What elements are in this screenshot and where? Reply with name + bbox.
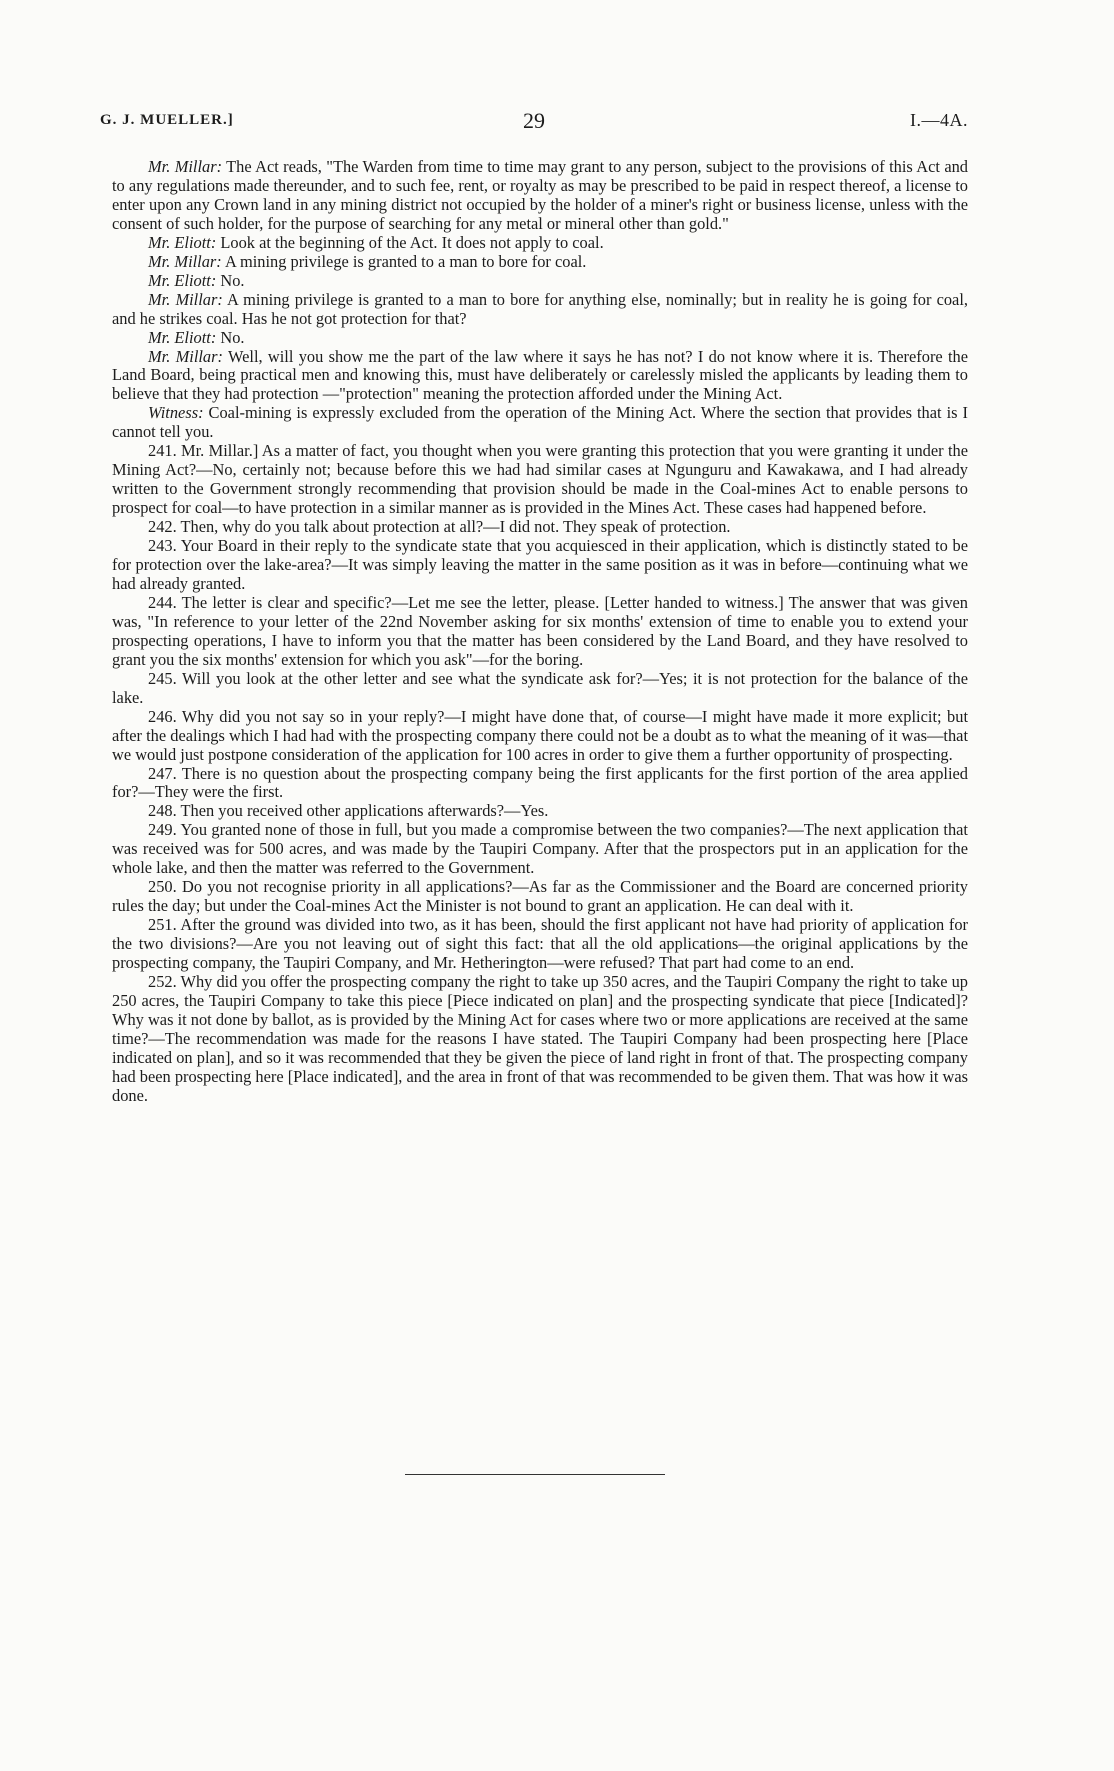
closing-rule (405, 1474, 665, 1475)
speaker-label: Mr. Millar: (148, 289, 223, 309)
paragraph (112, 158, 968, 234)
paragraph-text: 242. Then, why do you talk about protection at all?—I did not. They speak of protection. (148, 517, 731, 537)
paragraph (112, 291, 968, 329)
paragraph-text: No. (216, 270, 245, 290)
speaker-label: Mr. Eliott: (148, 327, 217, 347)
paragraph-text: Coal-mining is expressly excluded from the operation of the Mining Act. Where the section that provides that is I cannot tell you. (112, 403, 968, 442)
speaker-label: Mr. Eliott: (148, 270, 217, 290)
paragraph-text: No. (216, 327, 245, 347)
paragraph-text: 244. The letter is clear and specific?—Let me see the letter, please. [Letter handed to witness.] The answer that was given was, "In reference to your letter of the 22nd November asking for six months' extension of time to enable you to extend your prospecting operations, I have to inform you that the matter has been considered by the Land Board, and they have resolved to grant you the six months' extension for which you ask"—for the boring. (112, 592, 968, 669)
paragraph (112, 973, 968, 1106)
paragraph-text: 250. Do you not recognise priority in all applications?—As far as the Commissioner and the Board are concerned priority rules the day; but under the Coal-mines Act the Minister is not bound to grant an application. He can deal with it. (112, 877, 968, 916)
paragraph-text: 243. Your Board in their reply to the syndicate state that you acquiesced in their application, which is distinctly stated to be for protection over the lake-area?—It was simply leaving the matter in the same position as it was in before—continuing what we had already granted. (112, 536, 968, 593)
paragraph-text: A mining privilege is granted to a man to bore for anything else, nominally; but in reality he is going for coal, and he strikes coal. Has he not got protection for that? (112, 289, 968, 328)
paragraph (112, 916, 968, 973)
paragraph-text: Look at the beginning of the Act. It does not apply to coal. (216, 232, 604, 252)
paragraph-text: 246. Why did you not say so in your reply?—I might have done that, of course—I might have made it more explicit; but after the dealings which I had had with the prospecting company there could not be a doubt as to what the meaning of it was—that we would just postpone consideration of the application for 100 acres in order to give them a further opportunity of prospecting. (112, 706, 968, 764)
paragraph-text: 252. Why did you offer the prospecting company the right to take up 350 acres, and the Taupiri Company the right to take up 250 acres, the Taupiri Company to take this piece [Piece indicated on plan] and the prospecting syndicate that piece [Indicated]? Why was it not done by ballot, as is provided by the Mining Act for cases where two or more applications are received at the same time?—The recommendation was made for the reasons I have stated. The Taupiri Company had been prospecting here [Place indicated on plan], and so it was recommended that they be given the piece of land right in front of that. The prospecting company had been prospecting here [Place indicated], and the area in front of that was recommended to be given them. That was how it was done. (112, 971, 968, 1105)
paragraph-text: 247. There is no question about the prospecting company being the first applicants for the first portion of the area applied for?—They were the first. (112, 763, 968, 802)
page-header (100, 110, 968, 136)
paragraph-text: The Act reads, "The Warden from time to time may grant to any person, subject to the provisions of this Act and to any regulations made thereunder, and to such fee, rent, or royalty as may be prescribed to be paid in respect thereof, a license to enter upon any Crown land in any mining district not occupied by the holder of a miner's right or business license, unless with the consent of such holder, for the purpose of searching for any metal or mineral other than gold." (112, 157, 968, 233)
paragraph (112, 518, 968, 537)
paragraph (112, 708, 968, 765)
header-witness-name: G. J. MUELLER.] (100, 112, 234, 128)
paragraph (112, 234, 968, 253)
paragraph-text: 241. Mr. Millar.] As a matter of fact, you thought when you were granting this protection that you were granting it under the Mining Act?—No, certainly not; because before this we had had similar cases at Ngunguru and Kawakawa, and I had already written to the Government strongly recommending that provision should be made in the Coal-mines Act to enable persons to prospect for coal—to have protection in a similar manner as is provided in the Mines Act. These cases had happened before. (112, 441, 968, 518)
paragraph (112, 821, 968, 878)
speaker-label: Mr. Millar: (148, 157, 223, 176)
paragraph (112, 272, 968, 291)
paragraph (112, 594, 968, 670)
paragraph (112, 329, 968, 348)
page-number: 29 (523, 108, 545, 133)
paragraph-text: 251. After the ground was divided into two, as it has been, should the first applicant not have had priority of application for the two divisions?—Are you not leaving out of sight this fact: that all the old applications—the original applications by the prospecting company, the Taupiri Company, and Mr. Hetherington—were refused? That part had come to an end. (112, 915, 968, 973)
speaker-label: Mr. Millar: (148, 346, 223, 366)
speaker-label: Mr. Millar: (148, 251, 222, 271)
document-reference: I.—4A. (910, 110, 968, 130)
paragraph (112, 442, 968, 518)
paragraph (112, 253, 968, 272)
paragraph (112, 878, 968, 916)
paragraph-text: Well, will you show me the part of the law where it says he has not? I do not know where it is. Therefore the Land Board, being practical men and knowing this, must have deliberately or carelessly misled the applicants by leading them to believe that they had protection —"protection" meaning the protection afforded under the Mining Act. (112, 346, 969, 404)
paragraph-text: 245. Will you look at the other letter and see what the syndicate ask for?—Yes; it is not protection for the balance of the lake. (112, 668, 968, 707)
paragraph-text: 248. Then you received other applications afterwards?—Yes. (148, 801, 549, 821)
paragraph (112, 765, 968, 803)
paragraph-text: A mining privilege is granted to a man to bore for coal. (221, 251, 587, 271)
paragraph (112, 670, 968, 708)
paragraph (112, 404, 968, 442)
paragraph (112, 802, 968, 821)
paragraph (112, 537, 968, 594)
document-body (112, 158, 968, 1106)
paragraph (112, 348, 968, 405)
paragraph-text: 249. You granted none of those in full, but you made a compromise between the two companies?—The next application that was received was for 500 acres, and was made by the Taupiri Company. After that the prospectors put in an application for the whole lake, and then the matter was referred to the Government. (112, 820, 968, 878)
speaker-label: Witness: (148, 403, 204, 423)
speaker-label: Mr. Eliott: (148, 232, 217, 252)
